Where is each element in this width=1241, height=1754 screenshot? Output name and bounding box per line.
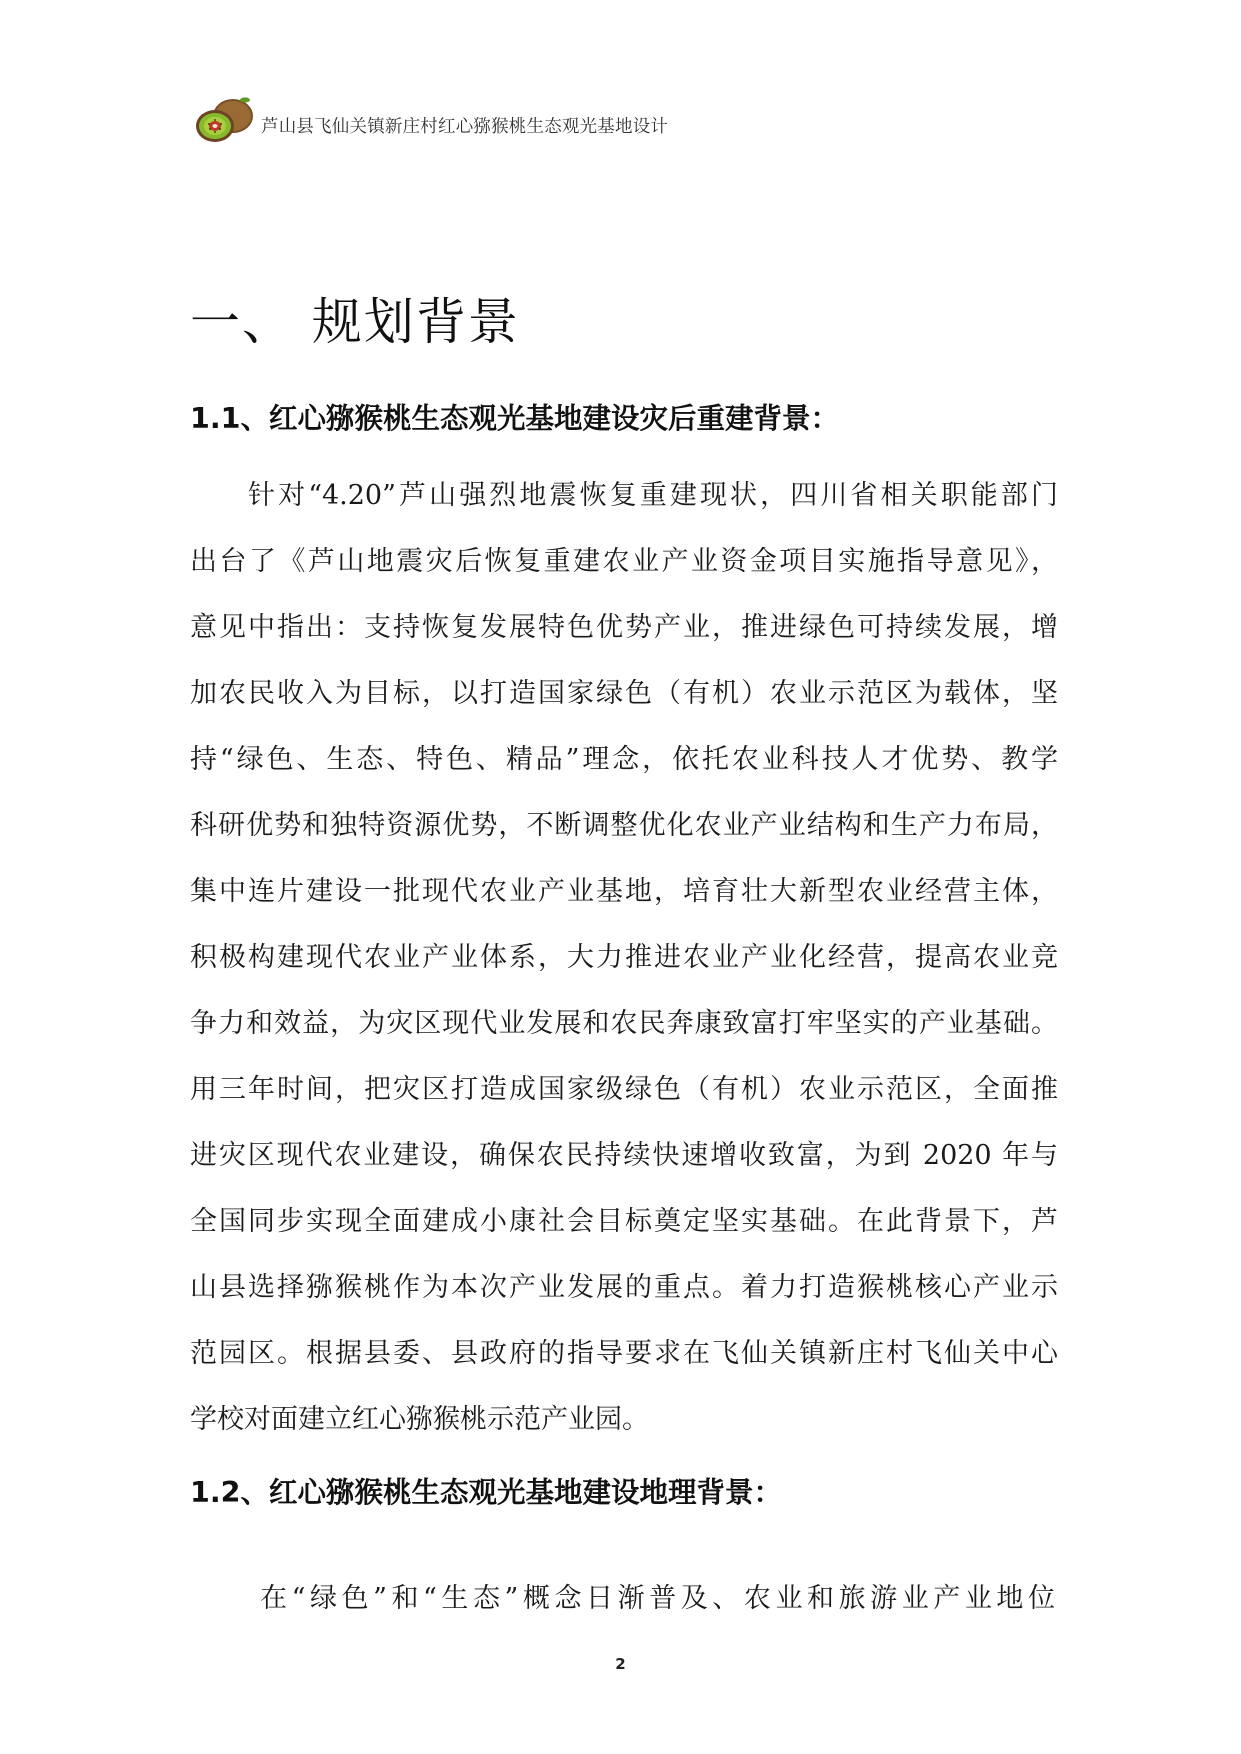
page-header [193, 86, 668, 146]
paragraph-line: 加农民收入为目标，以打造国家绿色（有机）农业示范区为载体，坚 [190, 678, 1058, 709]
paragraph-line: 持“绿色、生态、特色、精品”理念，依托农业科技人才优势、教学 [190, 744, 1058, 775]
paragraph-line: 出台了《芦山地震灾后恢复重建农业产业资金项目实施指导意见》， [190, 546, 1058, 577]
section-heading-1-2: 1.2、红心猕猴桃生态观光基地建设地理背景： [190, 1476, 782, 1509]
paragraph-line: 在“绿色”和“生态”概念日渐普及、农业和旅游业产业地位 [260, 1583, 1058, 1614]
paragraph-line: 集中连片建设一批现代农业产业基地，培育壮大新型农业经营主体， [190, 876, 1058, 907]
paragraph-line: 学校对面建立红心猕猴桃示范产业园。 [190, 1404, 649, 1435]
document-header-title: 芦山县飞仙关镇新庄村红心猕猴桃生态观光基地设计 [261, 117, 669, 137]
kiwi-fruit-icon [193, 94, 259, 146]
paragraph-line: 意见中指出：支持恢复发展特色优势产业，推进绿色可持续发展，增 [190, 612, 1058, 643]
section-1-1-paragraph [190, 463, 1058, 1453]
paragraph-line: 山县选择猕猴桃作为本次产业发展的重点。着力打造猴桃核心产业示 [190, 1272, 1058, 1303]
paragraph-line: 范园区。根据县委、县政府的指导要求在飞仙关镇新庄村飞仙关中心 [190, 1338, 1058, 1369]
page-number: 2 [615, 1655, 626, 1673]
chapter-title: 一、 规划背景 [190, 293, 520, 351]
section-1-2-paragraph [190, 1566, 1058, 1632]
paragraph-line: 针对“4.20”芦山强烈地震恢复重建现状，四川省相关职能部门 [248, 480, 1058, 511]
paragraph-line: 用三年时间，把灾区打造成国家级绿色（有机）农业示范区，全面推 [190, 1074, 1058, 1105]
paragraph-line: 进灾区现代农业建设，确保农民持续快速增收致富，为到 2020 年与 [190, 1140, 1058, 1171]
paragraph-line: 全国同步实现全面建成小康社会目标奠定坚实基础。在此背景下，芦 [190, 1206, 1058, 1237]
paragraph-line: 积极构建现代农业产业体系，大力推进农业产业化经营，提高农业竞 [190, 942, 1058, 973]
section-heading-1-1: 1.1、红心猕猴桃生态观光基地建设灾后重建背景： [190, 402, 839, 435]
paragraph-line: 争力和效益，为灾区现代业发展和农民奔康致富打牢坚实的产业基础。 [190, 1008, 1058, 1039]
paragraph-line: 科研优势和独特资源优势，不断调整优化农业产业结构和生产力布局， [190, 810, 1058, 841]
